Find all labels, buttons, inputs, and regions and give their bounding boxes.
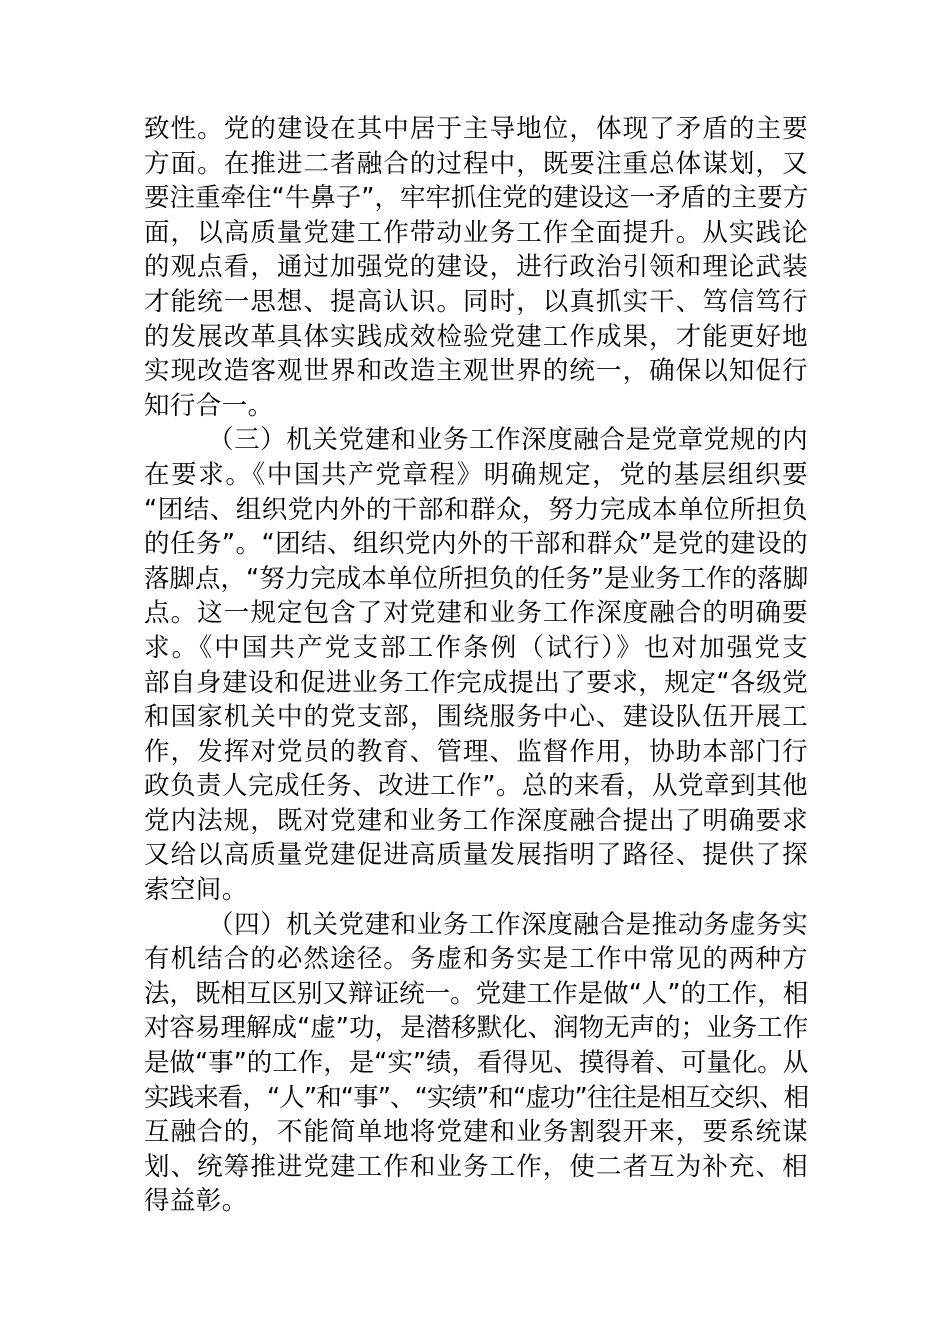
body-text [144,112,808,1219]
text-line: 的观点看，通过加强党的建设，进行政治引领和理论武装 [144,252,808,283]
text-line: 部自身建设和促进业务工作完成提出了要求，规定“各级党 [144,667,808,698]
text-line: 知行合一。 [144,390,274,421]
text-line: （三）机关党建和业务工作深度融合是党章党规的内 [208,425,808,456]
text-line: 和国家机关中的党支部，围绕服务中心、建设队伍开展工 [144,702,808,733]
text-line: 实现改造客观世界和改造主观世界的统一，确保以知促行 [144,356,808,387]
text-line: 的任务”。“团结、组织党内外的干部和群众”是党的建设的 [144,529,808,560]
text-line: 在要求。《中国共产党章程》明确规定，党的基层组织要 [144,459,808,490]
text-line: 要注重牵住“牛鼻子”，牢牢抓住党的建设这一矛盾的主要方 [144,183,808,214]
text-line: 致性。党的建设在其中居于主导地位，体现了矛盾的主要 [144,114,808,144]
text-line: 法，既相互区别又辩证统一。党建工作是做“人”的工作，相 [144,978,808,1009]
text-line: 政负责人完成任务、改进工作”。总的来看，从党章到其他 [144,771,808,802]
text-line: 才能统一思想、提高认识。同时，以真抓实干、笃信笃行 [144,286,808,317]
text-line: 面，以高质量党建工作带动业务工作全面提升。从实践论 [144,217,808,248]
text-line: 划、统筹推进党建工作和业务工作，使二者互为补充、相 [144,1151,808,1182]
text-line: “团结、组织党内外的干部和群众，努力完成本单位所担负 [144,494,808,525]
text-line: 落脚点，“努力完成本单位所担负的任务”是业务工作的落脚 [144,563,808,594]
text-line: 求。《中国共产党支部工作条例（试行）》也对加强党支 [144,632,808,663]
text-line: 对容易理解成“虚”功，是潜移默化、润物无声的；业务工作 [144,1013,808,1044]
text-line: 有机结合的必然途径。务虚和务实是工作中常见的两种方 [144,944,808,975]
text-line: 党内法规，既对党建和业务工作深度融合提出了明确要求 [144,805,808,836]
text-line: 是做“事”的工作，是“实”绩，看得见、摸得着、可量化。从 [144,1048,808,1079]
text-line: 作，发挥对党员的教育、管理、监督作用，协助本部门行 [144,736,808,767]
text-line: 又给以高质量党建促进高质量发展指明了路径、提供了探 [144,840,808,871]
text-line: 索空间。 [144,875,248,906]
text-line: 的发展改革具体实践成效检验党建工作成果，才能更好地 [144,321,808,352]
text-line: 实践来看，“人”和“事”、“实绩”和“虚功”往往是相互交织、相 [144,1082,808,1113]
text-line: 得益彰。 [144,1186,248,1217]
text-line: 互融合的，不能简单地将党建和业务割裂开来，要系统谋 [144,1117,808,1148]
text-line: 方面。在推进二者融合的过程中，既要注重总体谋划，又 [144,148,808,179]
text-line: 点。这一规定包含了对党建和业务工作深度融合的明确要 [144,598,808,629]
text-line: （四）机关党建和业务工作深度融合是推动务虚务实 [208,909,808,940]
